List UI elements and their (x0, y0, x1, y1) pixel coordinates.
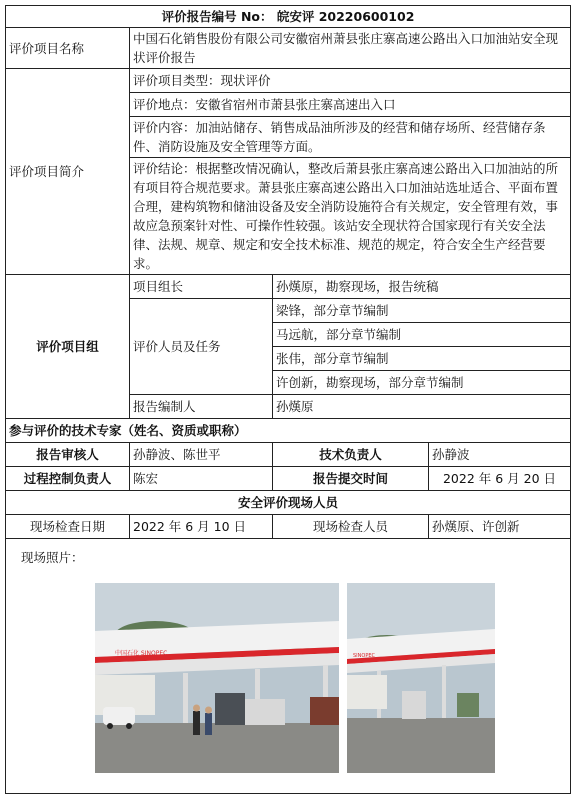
report-number-title: 评价报告编号 No： 皖安评 20220600102 (6, 6, 571, 28)
report-page (5, 5, 570, 807)
site-personnel-title: 安全评价现场人员 (6, 491, 571, 515)
summary-location: 评价地点：安徽省宿州市萧县张庄寨高速出入口 (130, 93, 571, 117)
site-check-people-label: 现场检查人员 (273, 515, 429, 539)
summary-conclusion: 评价结论：根据整改情况确认，整改后萧县张庄寨高速公路出入口加油站的所有项目符合规范要求。萧县张庄寨高速公路出入口加油站选址适合、平面布置合理，建构筑物和储油设备及安全消防设施符合有关规定，安全管理有效，事故应急预案针对性、可操作性较强。该站安全现状符合国家现行有关安全法律、法规、规章、规定和安全技术标准、规范的规定，符合安全生产经营要求。 (130, 158, 571, 275)
reviewer-label: 报告审核人 (6, 443, 130, 467)
process-control-label: 过程控制负责人 (6, 467, 130, 491)
team-member-2: 马远航，部分章节编制 (273, 323, 571, 347)
project-name-label: 评价项目名称 (6, 28, 130, 69)
team-member-3: 张伟，部分章节编制 (273, 347, 571, 371)
tech-lead-value: 孙静波 (429, 443, 571, 467)
site-check-date-value: 2022 年 6 月 10 日 (130, 515, 273, 539)
site-check-people-value: 孙熯原、许创新 (429, 515, 571, 539)
experts-title: 参与评价的技术专家（姓名、资质或职称） (6, 419, 571, 443)
team-leader-label: 项目组长 (130, 275, 273, 299)
reviewer-value: 孙静波、陈世平 (130, 443, 273, 467)
site-photos-cell (6, 539, 571, 794)
canopy-brand-text-2: SINOPEC (353, 653, 375, 659)
report-table (5, 5, 571, 794)
process-control-value: 陈宏 (130, 467, 273, 491)
tech-lead-label: 技术负责人 (273, 443, 429, 467)
team-member-4: 许创新，勘察现场，部分章节编制 (273, 371, 571, 395)
submit-time-value: 2022 年 6 月 20 日 (429, 467, 571, 491)
canopy-brand-text: 中国石化 SINOPEC (115, 650, 168, 657)
team-member-1: 梁锋，部分章节编制 (273, 299, 571, 323)
summary-type: 评价项目类型：现状评价 (130, 69, 571, 93)
team-members-label: 评价人员及任务 (130, 299, 273, 395)
team-label: 评价项目组 (6, 275, 130, 419)
gas-station-photo-narrow (347, 583, 495, 773)
gas-station-photo-wide (95, 583, 339, 773)
summary-label: 评价项目简介 (6, 69, 130, 275)
team-leader-value: 孙熯原，勘察现场，报告统稿 (273, 275, 571, 299)
summary-content: 评价内容：加油站储存、销售成品油所涉及的经营和储存场所、经营储存条件、消防设施及安全管理等方面。 (130, 117, 571, 158)
site-photo-2 (347, 583, 495, 773)
site-photo-1 (95, 583, 339, 773)
submit-time-label: 报告提交时间 (273, 467, 429, 491)
project-name-value: 中国石化销售股份有限公司安徽宿州萧县张庄寨高速公路出入口加油站安全现状评价报告 (130, 28, 571, 69)
team-editor-value: 孙熯原 (273, 395, 571, 419)
site-check-date-label: 现场检查日期 (6, 515, 130, 539)
site-photos-label: 现场照片： (21, 550, 84, 565)
team-editor-label: 报告编制人 (130, 395, 273, 419)
